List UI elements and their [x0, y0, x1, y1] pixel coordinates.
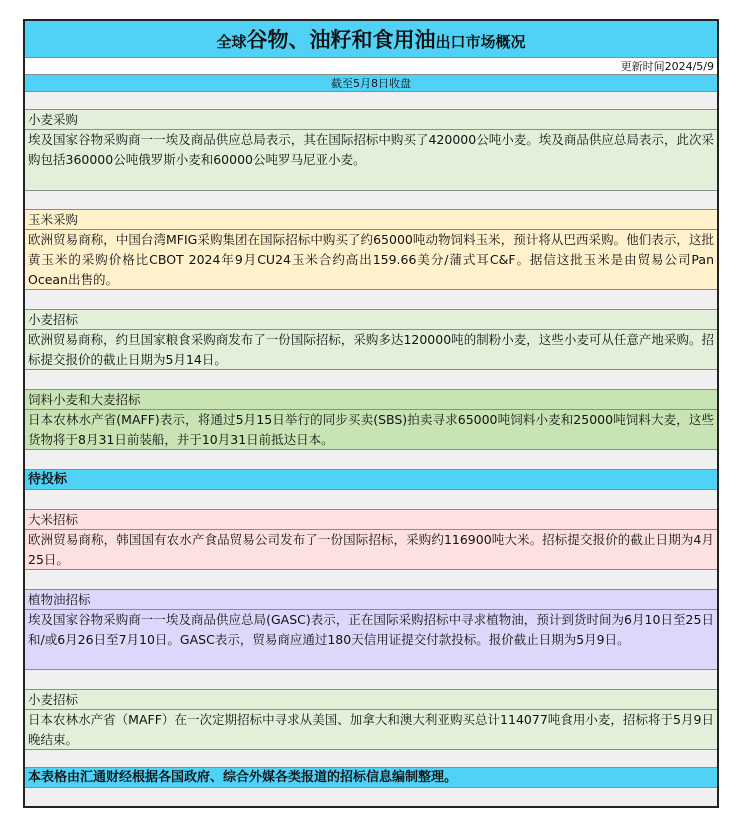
entry-text-corn-purchase: 欧洲贸易商称，中国台湾MFIG采购集团在国际招标中购买了约65000吨动物饲料玉米，预计将从巴西采购。他们表示，这批黄玉米的采购价格比CBOT 2024年9月CU24玉米合约高出159.66美分/蒲式耳C&F。据信这批玉米是由贸易公司Pan Ocean出售的。: [25, 230, 717, 290]
section-pending-tenders: 待投标: [25, 470, 717, 490]
title-prefix: 全球: [216, 33, 247, 51]
entry-text-rice-tender: 欧洲贸易商称，韩国国有农水产食品贸易公司发布了一份国际招标，采购约116900吨大米。招标提交报价的截止日期为4月25日。: [25, 530, 717, 570]
footer-note: 本表格由汇通财经根据各国政府、综合外媒各类报道的招标信息编制整理。: [25, 768, 717, 788]
blank-row: [25, 670, 717, 690]
blank-row: [25, 788, 717, 806]
entry-text-wheat-purchase: 埃及国家谷物采购商一一埃及商品供应总局表示，其在国际招标中购买了420000公吨小麦。埃及商品供应总局表示，此次采购包括360000公吨俄罗斯小麦和60000公吨罗马尼亚小麦。: [25, 130, 717, 191]
entry-heading-wheat-tender: 小麦招标: [25, 310, 717, 330]
entry-heading-wheat-purchase: 小麦采购: [25, 110, 717, 130]
blank-row: [25, 290, 717, 310]
blank-row: [25, 750, 717, 768]
blank-row: [25, 191, 717, 210]
entry-heading-veg-oil-tender: 植物油招标: [25, 590, 717, 610]
entry-text-wheat-tender: 欧洲贸易商称，约旦国家粮食采购商发布了一份国际招标，采购多达120000吨的制粉小麦，这些小麦可从任意产地采购。招标提交报价的截止日期为5月14日。: [25, 330, 717, 370]
blank-row: [25, 370, 717, 390]
blank-row: [25, 490, 717, 510]
entry-text-japan-wheat-tender: 日本农林水产省（MAFF）在一次定期招标中寻求从美国、加拿大和澳大利亚购买总计114077吨食用小麦，招标将于5月9日晚结束。: [25, 710, 717, 750]
entry-text-veg-oil-tender: 埃及国家谷物采购商一一埃及商品供应总局(GASC)表示，正在国际采购招标中寻求植物油，预计到货时间为6月10日至25日和/或6月26日至7月10日。GASC表示，贸易商应通过180天信用证提交付款投标。报价截止日期为5月9日。: [25, 610, 717, 670]
title-suffix: 出口市场概况: [435, 33, 526, 51]
entry-heading-japan-wheat-tender: 小麦招标: [25, 690, 717, 710]
cutoff-banner: 截至5月8日收盘: [25, 75, 717, 92]
entry-heading-corn-purchase: 玉米采购: [25, 210, 717, 230]
spreadsheet-table: [23, 19, 719, 808]
update-time: 更新时间2024/5/9: [25, 58, 717, 75]
report-title: [25, 21, 717, 58]
title-main: 谷物、油籽和食用油: [246, 27, 436, 52]
entry-text-feed-tender: 日本农林水产省(MAFF)表示，将通过5月15日举行的同步买卖(SBS)拍卖寻求65000吨饲料小麦和25000吨饲料大麦，这些货物将于8月31日前装船，并于10月31日前抵达日本。: [25, 410, 717, 450]
blank-row: [25, 450, 717, 470]
entry-heading-rice-tender: 大米招标: [25, 510, 717, 530]
blank-row: [25, 570, 717, 590]
blank-row: [25, 92, 717, 110]
entry-heading-feed-tender: 饲料小麦和大麦招标: [25, 390, 717, 410]
